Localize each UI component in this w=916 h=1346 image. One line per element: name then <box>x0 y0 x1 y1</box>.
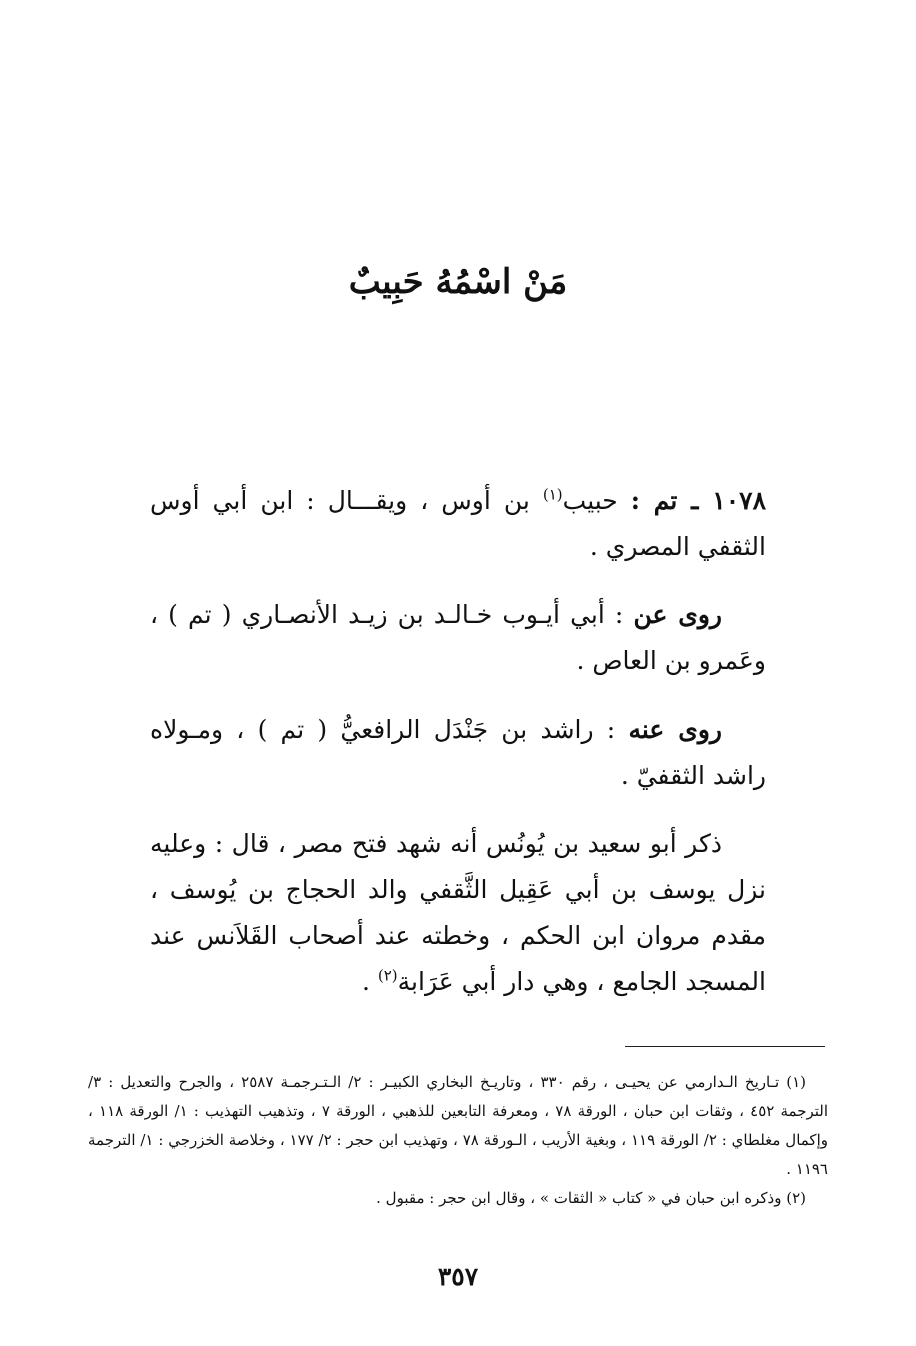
narrated-from-label: روى عن <box>633 600 722 629</box>
narrated-by-label: روى عنه <box>628 715 722 744</box>
footnote-ref-1[interactable]: (١) <box>542 485 563 504</box>
footnote-1: (١) تـاريخ الـدارمي عن يحيـى ، رقم ٣٣٠ ، وتاريـخ البخاري الكبيـر : ٢/ الـتـرجمـة ٢٥٨٧ ، والجرح والتعديل : ٣/ الترجمة ٤٥٢ ، وثقات ابن حبان ، الورقة ٧٨ ، ومعرفة التابعين للذهبي ، الورقة ٧ ، وتذهيب التهذيب : ١/ الورقة ١١٨ ، وإكمال مغلطاي : ٢/ الورقة ١١٩ ، وبغية الأريب ، الـورقة ٧٨ ، وتهذيب ابن حجر : ٢/ ١٧٧ ، وخلاصة الخزرجي : ١/ الترجمة ١١٩٦ . <box>88 1073 829 1178</box>
narrated-from-text: : أبي أيـوب خـالـد بن زيـد الأنصـاري ( تم ) ، وعَمرو بن العاص . <box>150 600 766 675</box>
narrated-by-paragraph <box>150 707 766 799</box>
mention-end: . <box>361 967 378 996</box>
narrated-by-text: : راشد بن جَنْدَل الرافعيُّ ( تم ) ، ومـولاه راشد الثقفيّ . <box>150 715 766 790</box>
footnote-divider <box>625 1046 825 1047</box>
narrated-from-paragraph <box>150 592 766 684</box>
mention-text: ذكر أبو سعيد بن يُونُس أنه شهد فتح مصر ، قال : وعليه نزل يوسف بن أبي عَقِيل الثَّقفي والد الحجاج بن يُوسف ، مقدم مروان ابن الحكم ، وخطته عند أصحاب القَلاَنس عند المسجد الجامع ، وهي دار أبي عَرَابة <box>150 829 766 996</box>
entry-number: ١٠٧٨ ـ تم : <box>630 486 766 515</box>
footnotes <box>88 1068 828 1213</box>
chapter-title: مَنْ اسْمُهُ حَبِيبٌ <box>348 262 568 302</box>
biography-entry <box>150 478 766 570</box>
page-number: ٣٥٧ <box>437 1262 479 1291</box>
mention-paragraph <box>150 821 766 1005</box>
entry-name: حبيب <box>562 486 618 515</box>
footnote-ref-2[interactable]: (٢) <box>377 966 398 985</box>
footnote-2: (٢) وذكره ابن حبان في « كتاب « الثقات » ، وقال ابن حجر : مقبول . <box>376 1189 806 1207</box>
entry-rest: بن أوس ، ويقـــال : ابن أبي أوس الثقفي المصري . <box>150 486 766 561</box>
